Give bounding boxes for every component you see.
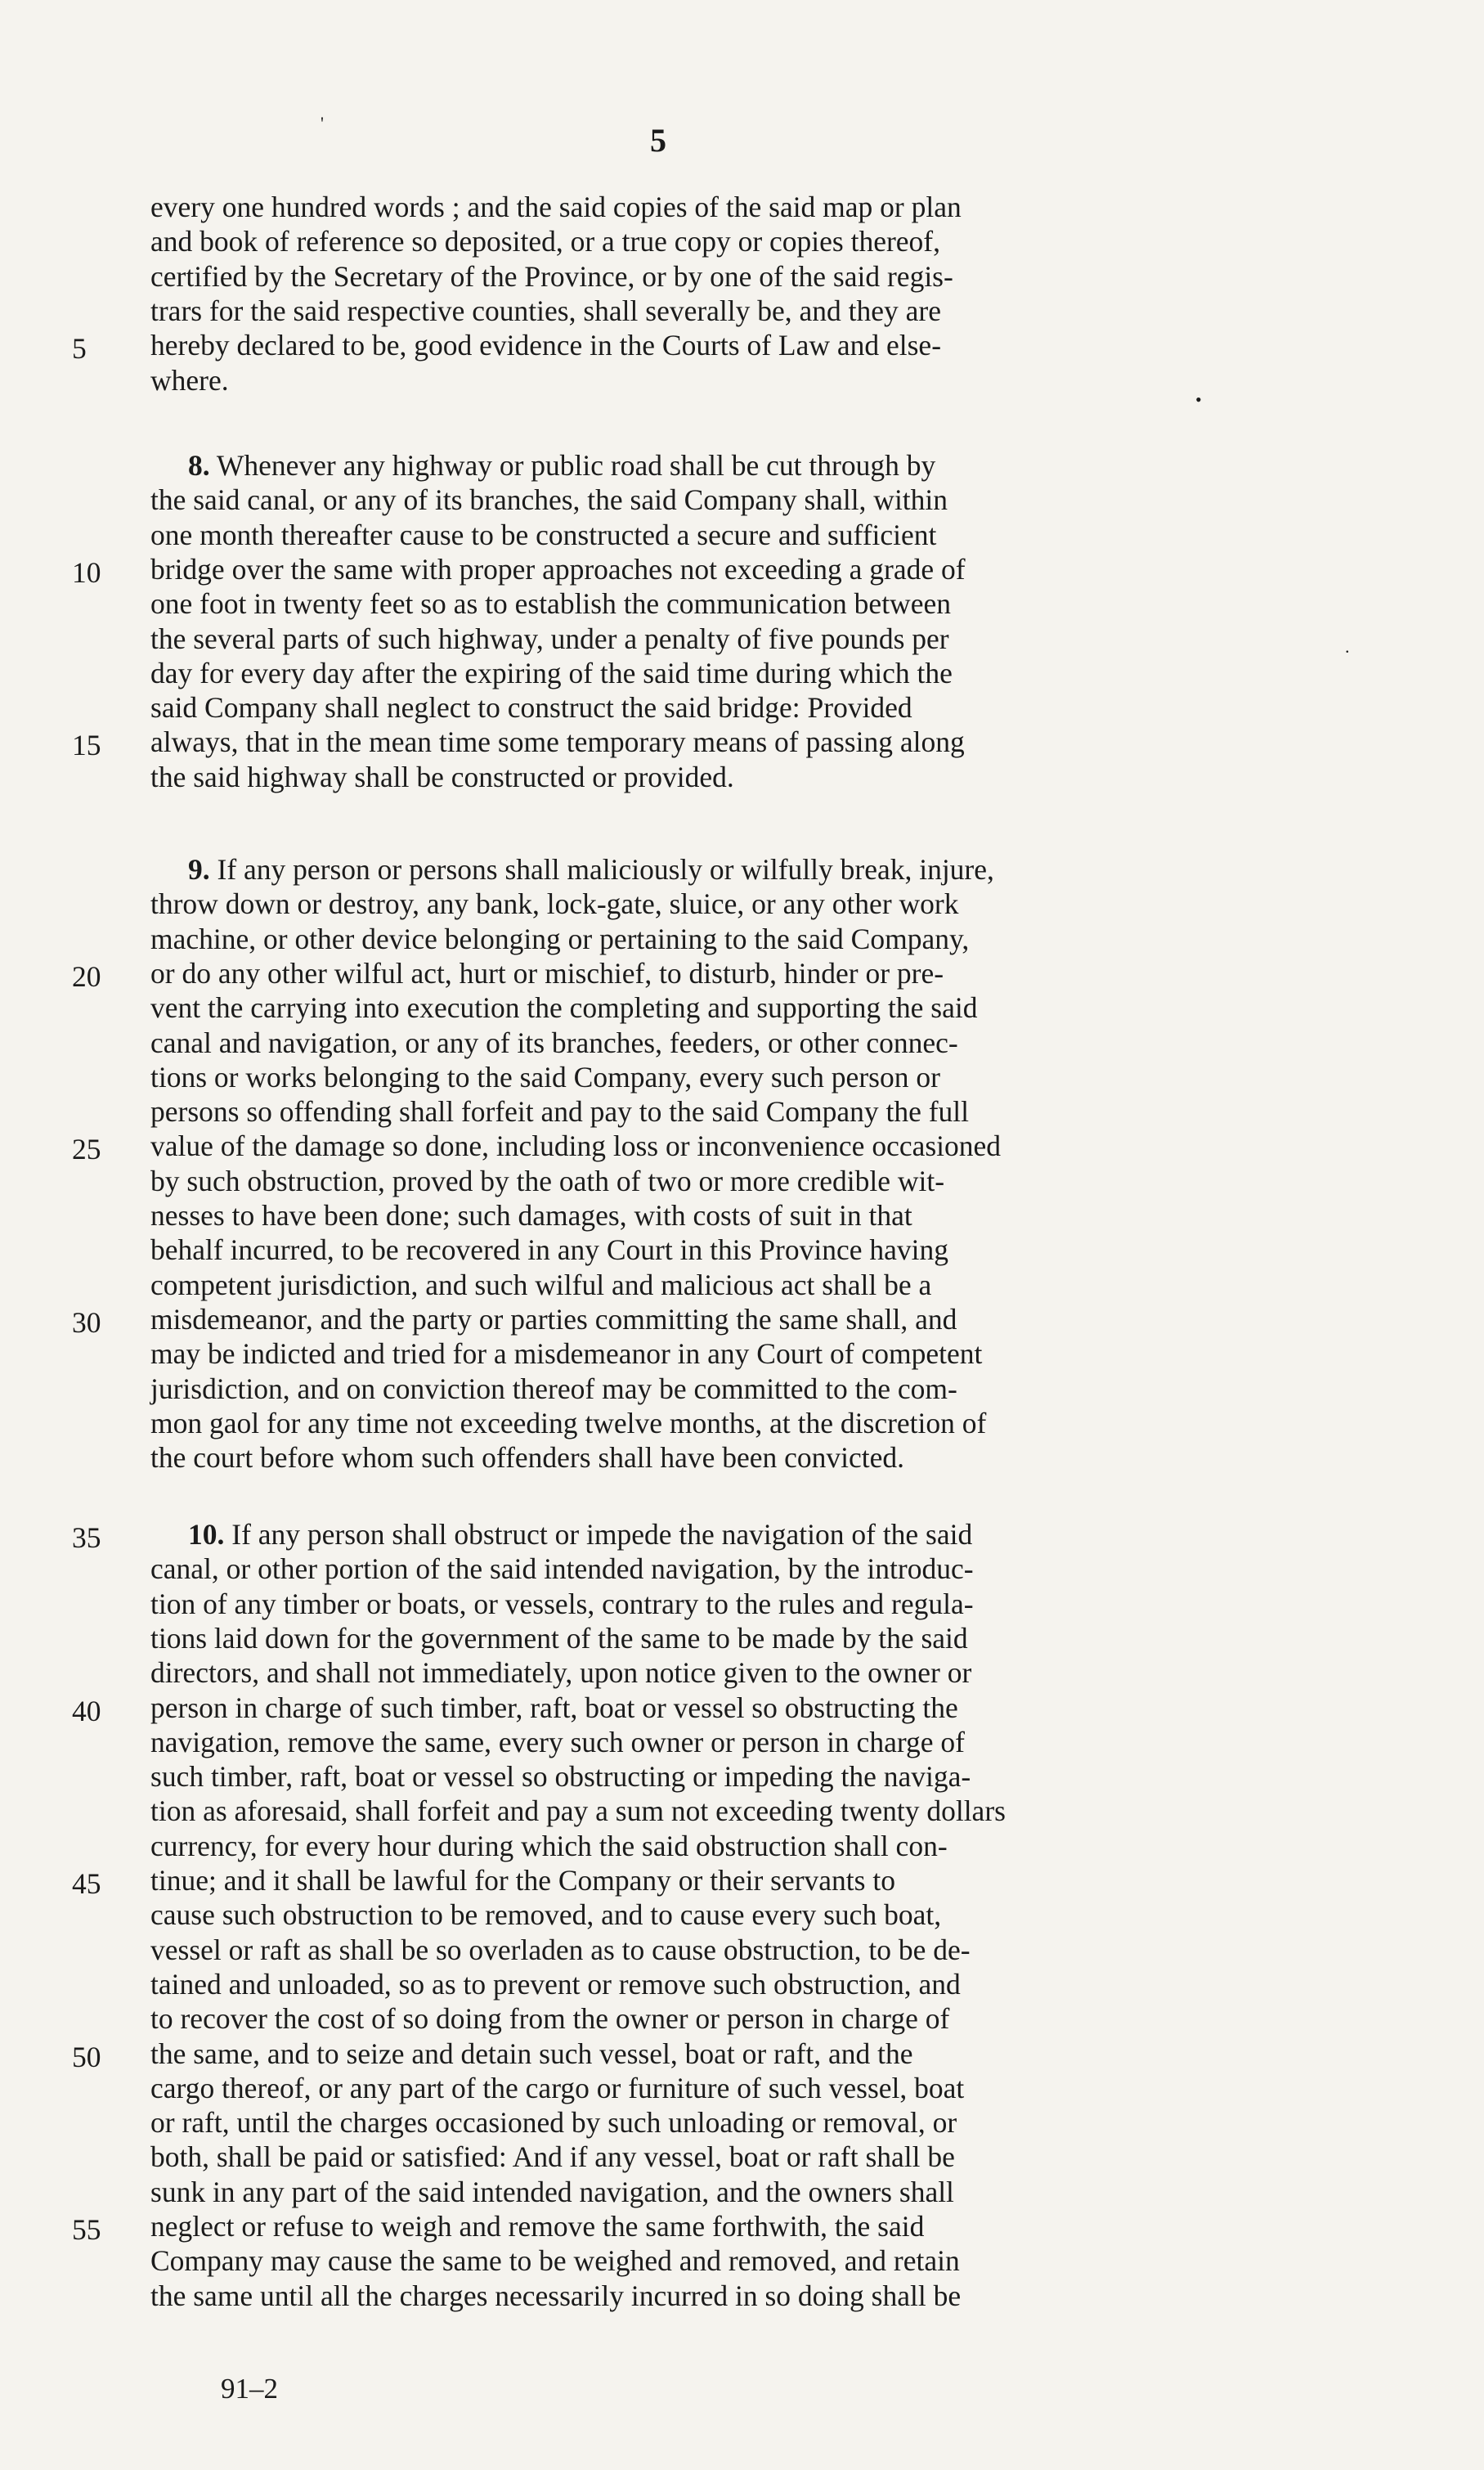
line-text: value of the damage so done, including loss or inconvenience occasioned: [150, 1129, 1002, 1163]
text-line: [150, 1233, 1197, 1267]
section-number: 10.: [188, 1518, 225, 1551]
line-number: 10: [72, 555, 101, 589]
text-line: [150, 1691, 1197, 1725]
line-text: machine, or other device belonging or pertaining to the said Company,: [150, 922, 970, 955]
text-line: [150, 1655, 1197, 1690]
line-text: sunk in any part of the said intended navigation, and the owners shall: [150, 2175, 954, 2208]
signature-mark: 91–2: [221, 2373, 278, 2405]
text-line: [188, 448, 1197, 483]
line-number: 50: [72, 2040, 101, 2073]
line-text: to recover the cost of so doing from the owner or person in charge of: [150, 2002, 950, 2036]
line-text: one foot in twenty feet so as to establish the communication between: [150, 587, 951, 621]
line-text: every one hundred words ; and the said copies of the said map or plan: [150, 191, 962, 223]
text-line: [150, 725, 1197, 759]
line-number: 35: [72, 1521, 101, 1554]
line-text: bridge over the same with proper approaches not exceeding a grade of: [150, 552, 966, 586]
line-text: vent the carrying into execution the completing and supporting the said: [150, 991, 978, 1025]
line-text: If any person or persons shall maliciously or wilfully break, injure,: [217, 853, 994, 886]
line-text: the said highway shall be constructed or provided.: [150, 760, 734, 793]
line-text: person in charge of such timber, raft, boat or vessel so obstructing the: [150, 1691, 958, 1724]
text-line: [150, 1759, 1197, 1794]
text-line: [150, 1094, 1197, 1129]
text-line: [150, 1336, 1197, 1371]
line-text: certified by the Secretary of the Province, or by one of the said regis-: [150, 259, 953, 293]
text-line: [150, 586, 1197, 621]
text-line: [150, 259, 1197, 294]
line-number: 55: [72, 2213, 101, 2246]
line-text: neglect or refuse to weigh and remove the same forthwith, the said: [150, 2210, 925, 2243]
line-number: 5: [72, 332, 87, 366]
line-text: jurisdiction, and on conviction thereof may be committed to the com-: [150, 1372, 957, 1405]
line-text: may be indicted and tried for a misdemeanor in any Court of competent: [150, 1337, 983, 1371]
line-text: tions laid down for the government of the same to be made by the said: [150, 1621, 968, 1655]
line-text: persons so offending shall forfeit and pay to the said Company the full: [150, 1095, 970, 1129]
text-line: [150, 2140, 1197, 2174]
speck-mark: .: [1345, 636, 1350, 657]
text-line: [150, 622, 1197, 656]
text-line: [150, 1725, 1197, 1759]
text-line: [150, 2105, 1197, 2140]
text-line: [150, 1198, 1197, 1233]
line-number: 20: [72, 959, 101, 993]
line-text: mon gaol for any time not exceeding twelve months, at the discretion of: [150, 1406, 987, 1439]
line-number: 15: [72, 729, 101, 762]
line-text: one month thereafter cause to be constructed a secure and sufficient: [150, 518, 937, 551]
text-line: [150, 294, 1197, 328]
line-text: Company may cause the same to be weighed and removed, and retain: [150, 2244, 960, 2278]
line-text: tions or works belonging to the said Company, every such person or: [150, 1060, 940, 1094]
line-number: 45: [72, 1867, 101, 1900]
line-text: tion as aforesaid, shall forfeit and pay a sum not exceeding twenty dollars: [150, 1794, 1006, 1828]
text-line: [150, 483, 1197, 517]
line-text: such timber, raft, boat or vessel so obstructing or impeding the naviga-: [150, 1760, 971, 1794]
text-line: [150, 760, 1197, 794]
line-text: navigation, remove the same, every such owner or person in charge of: [150, 1725, 965, 1758]
line-text: both, shall be paid or satisfied: And if any vessel, boat or raft shall be: [150, 2140, 955, 2174]
text-line: [150, 1829, 1197, 1863]
text-line: [150, 2175, 1197, 2209]
speck-mark: ': [321, 113, 324, 133]
speck-mark: •: [1195, 389, 1202, 410]
text-line: [150, 328, 1197, 362]
text-line: [150, 1268, 1197, 1302]
line-text: cargo thereof, or any part of the cargo or furniture of such vessel, boat: [150, 2071, 965, 2104]
line-text: competent jurisdiction, and such wilful and malicious act shall be a: [150, 1268, 932, 1301]
text-line: [150, 690, 1197, 725]
text-line: [150, 1060, 1197, 1094]
line-text: nesses to have been done; such damages, with costs of suit in that: [150, 1199, 912, 1232]
text-line: [150, 1621, 1197, 1655]
text-line: [150, 2209, 1197, 2243]
text-line: [150, 190, 1197, 224]
line-text: tion of any timber or boats, or vessels, contrary to the rules and regula-: [150, 1587, 974, 1620]
text-line: [150, 1967, 1197, 2001]
line-text: or do any other wilful act, hurt or mischief, to disturb, hinder or pre-: [150, 956, 944, 990]
text-line: [150, 363, 1197, 397]
text-line: [150, 1794, 1197, 1828]
line-text: Whenever any highway or public road shall be cut through by: [216, 449, 936, 482]
line-text: day for every day after the expiring of the said time during which the: [150, 656, 953, 689]
line-number: 25: [72, 1133, 101, 1166]
line-text: the same until all the charges necessarily incurred in so doing shall be: [150, 2279, 962, 2312]
line-number: 30: [72, 1305, 101, 1339]
text-line: [150, 1406, 1197, 1440]
text-line: [150, 224, 1197, 258]
line-text: cause such obstruction to be removed, and to cause every such boat,: [150, 1898, 942, 1932]
line-text: or raft, until the charges occasioned by such unloading or removal, or: [150, 2106, 957, 2140]
text-line: [150, 2243, 1197, 2278]
line-text: canal, or other portion of the said intended navigation, by the introduc-: [150, 1552, 974, 1586]
line-text: vessel or raft as shall be so overladen as to cause obstruction, to be de-: [150, 1933, 971, 1966]
line-text: the same, and to seize and detain such vessel, boat or raft, and the: [150, 2037, 913, 2070]
line-text: said Company shall neglect to construct the said bridge: Provided: [150, 691, 912, 725]
text-line: [150, 656, 1197, 690]
line-text: behalf incurred, to be recovered in any Court in this Province having: [150, 1233, 948, 1267]
line-number: 40: [72, 1694, 101, 1727]
section-number: 8.: [188, 449, 210, 482]
text-line: [188, 852, 1197, 887]
line-text: where.: [150, 363, 229, 397]
line-text: the several parts of such highway, under a penalty of five pounds per: [150, 622, 949, 655]
text-line: [150, 1440, 1197, 1475]
line-text: and book of reference so deposited, or a true copy or copies thereof,: [150, 225, 941, 258]
line-text: directors, and shall not immediately, upon notice given to the owner or: [150, 1656, 972, 1690]
line-text: the court before whom such offenders shall have been convicted.: [150, 1441, 905, 1475]
text-line: [150, 2037, 1197, 2071]
text-line: [150, 956, 1197, 990]
text-line: [150, 990, 1197, 1025]
line-text: the said canal, or any of its branches, the said Company shall, within: [150, 483, 948, 517]
line-text: misdemeanor, and the party or parties committing the same shall, and: [150, 1302, 957, 1336]
line-text: canal and navigation, or any of its branches, feeders, or other connec-: [150, 1026, 958, 1059]
text-line: [150, 887, 1197, 921]
section-number: 9.: [188, 853, 210, 886]
line-text: hereby declared to be, good evidence in the Courts of Law and else-: [150, 329, 942, 362]
text-line: [150, 922, 1197, 956]
text-line: [150, 1372, 1197, 1406]
text-line: [150, 1026, 1197, 1060]
page-number: 5: [650, 122, 666, 159]
line-text: trars for the said respective counties, shall severally be, and they are: [150, 294, 941, 327]
text-line: [150, 1933, 1197, 1967]
line-text: always, that in the mean time some temporary means of passing along: [150, 725, 965, 759]
text-line: [150, 552, 1197, 586]
line-text: currency, for every hour during which the said obstruction shall con-: [150, 1829, 948, 1862]
text-line: [150, 1897, 1197, 1932]
text-line: [150, 2001, 1197, 2036]
text-line: [150, 1129, 1197, 1163]
text-line: [150, 1863, 1197, 1897]
text-line: [150, 2071, 1197, 2105]
line-text: tained and unloaded, so as to prevent or remove such obstruction, and: [150, 1967, 961, 2001]
line-text: throw down or destroy, any bank, lock-gate, sluice, or any other work: [150, 887, 959, 921]
text-line: [150, 518, 1197, 552]
text-line: [150, 1587, 1197, 1621]
text-line: [150, 1302, 1197, 1336]
line-text: tinue; and it shall be lawful for the Company or their servants to: [150, 1864, 895, 1897]
text-line: [188, 1517, 1197, 1552]
line-text: by such obstruction, proved by the oath of two or more credible wit-: [150, 1164, 945, 1197]
text-line: [150, 1164, 1197, 1198]
line-text: If any person shall obstruct or impede the navigation of the said: [231, 1518, 973, 1551]
text-line: [150, 2279, 1197, 2313]
text-line: [150, 1552, 1197, 1586]
